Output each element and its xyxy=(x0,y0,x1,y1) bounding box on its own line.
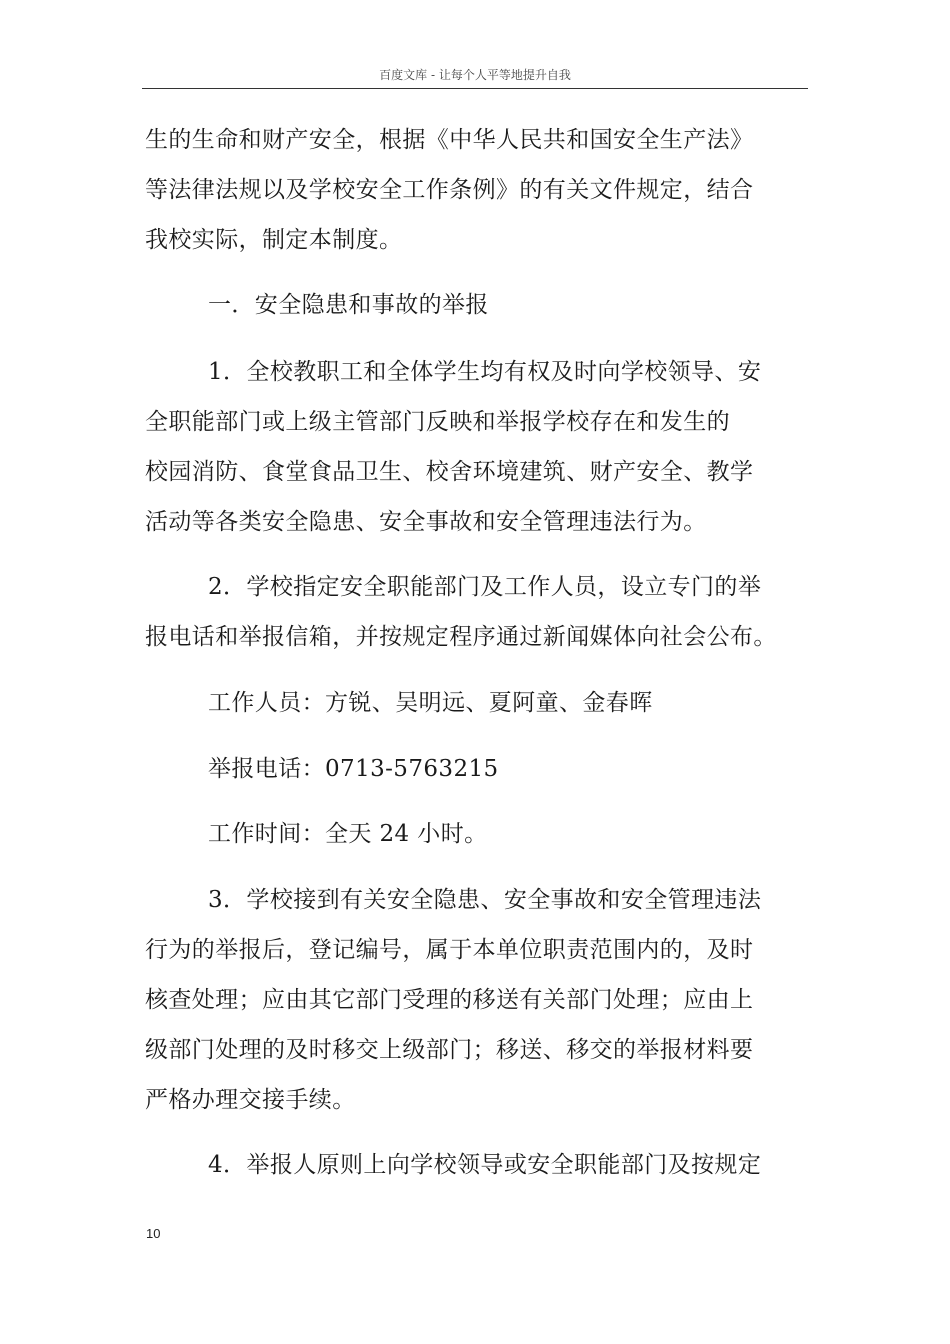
body-line: 严格办理交接手续。 xyxy=(145,1087,356,1113)
body-line: 1．全校教职工和全体学生均有权及时向学校领导、安 xyxy=(208,359,762,385)
body-line: 全职能部门或上级主管部门反映和举报学校存在和发生的 xyxy=(145,409,730,435)
body-line: 3．学校接到有关安全隐患、安全事故和安全管理违法 xyxy=(208,887,762,913)
body-line: 级部门处理的及时移交上级部门；移送、移交的举报材料要 xyxy=(145,1037,754,1063)
body-line: 行为的举报后，登记编号，属于本单位职责范围内的，及时 xyxy=(145,937,754,963)
hours-line: 工作时间：全天 24 小时。 xyxy=(208,821,488,847)
header-title: 百度文库 - 让每个人平等地提升自我 xyxy=(379,68,571,82)
body-line: 我校实际，制定本制度。 xyxy=(145,227,403,253)
body-line: 报电话和举报信箱，并按规定程序通过新闻媒体向社会公布。 xyxy=(145,624,777,650)
body-line: 活动等各类安全隐患、安全事故和安全管理违法行为。 xyxy=(145,509,707,535)
body-line: 2．学校指定安全职能部门及工作人员，设立专门的举 xyxy=(208,574,762,600)
body-line: 生的生命和财产安全，根据《中华人民共和国安全生产法》 xyxy=(145,127,754,153)
body-line: 校园消防、食堂食品卫生、校舍环境建筑、财产安全、教学 xyxy=(145,459,754,485)
body-line: 4．举报人原则上向学校领导或安全职能部门及按规定 xyxy=(208,1152,762,1178)
page-header xyxy=(142,62,808,89)
body-line: 核查处理；应由其它部门受理的移送有关部门处理；应由上 xyxy=(145,987,754,1013)
phone-line: 举报电话：0713-5763215 xyxy=(208,756,499,782)
body-line: 等法律法规以及学校安全工作条例》的有关文件规定，结合 xyxy=(145,177,754,203)
staff-line: 工作人员：方锐、吴明远、夏阿童、金春晖 xyxy=(208,690,653,716)
section-heading: 一．安全隐患和事故的举报 xyxy=(208,292,489,318)
page-number: 10 xyxy=(146,1226,161,1241)
